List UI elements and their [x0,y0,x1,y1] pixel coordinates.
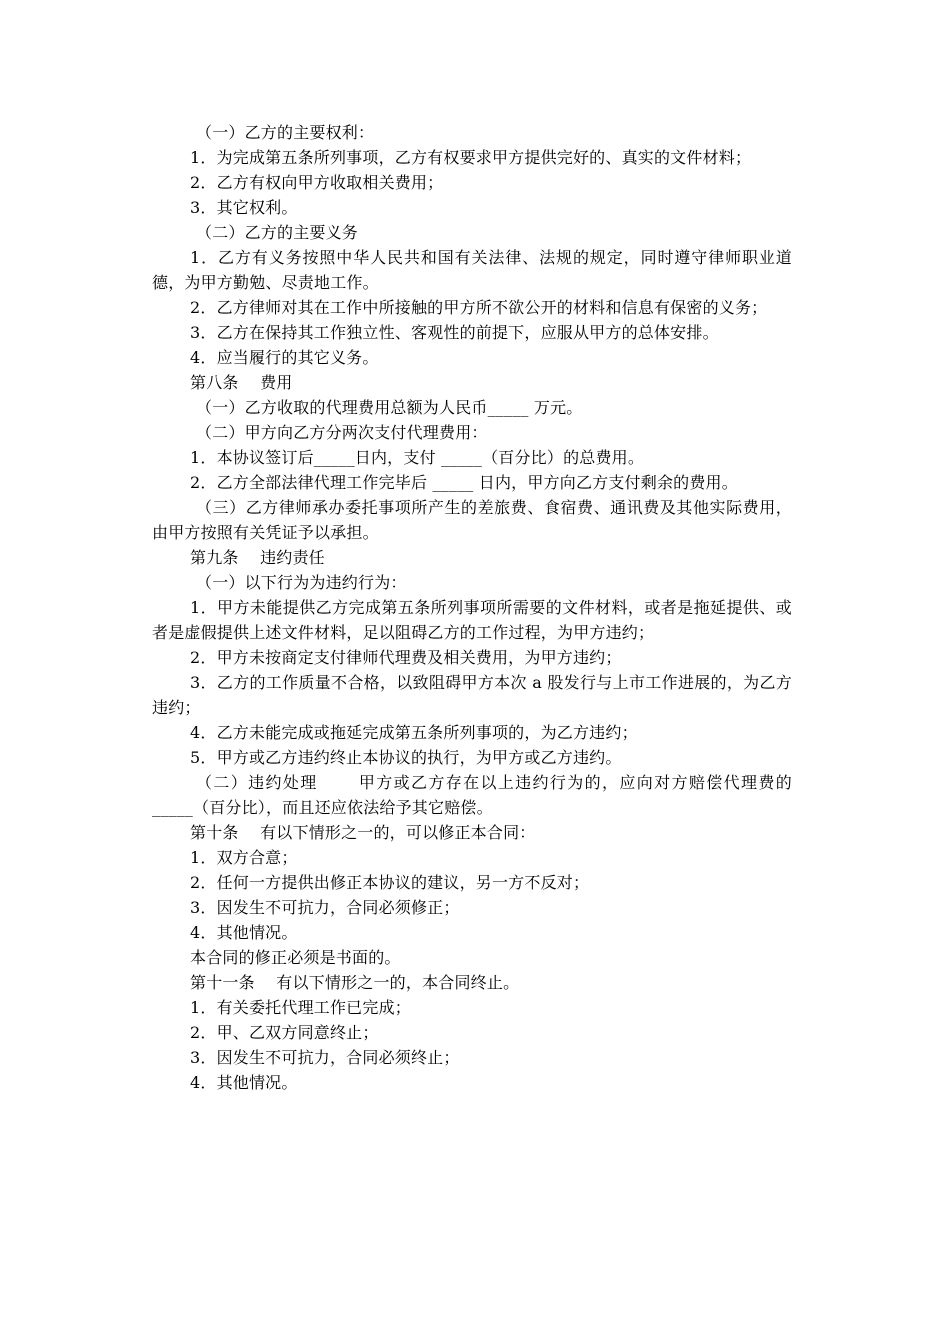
paragraph: 3．因发生不可抗力，合同必须修正； [190,898,460,917]
paragraph: 3．因发生不可抗力，合同必须终止； [190,1048,460,1067]
paragraph: 1．本协议签订后_____日内，支付 _____（百分比）的总费用。 [190,448,645,467]
paragraph: （一）以下行为为违约行为： [196,573,407,592]
paragraph: 3．乙方的工作质量不合格，以致阻碍甲方本次 a 股发行与上市工作进展的，为乙方违约； [152,673,792,717]
paragraph: 4．其他情况。 [190,923,298,942]
paragraph: （一）乙方的主要权利： [196,123,375,142]
paragraph: 1．甲方未能提供乙方完成第五条所列事项所需要的文件材料，或者是拖延提供、或者是虚假提供上述文件材料，足以阻碍乙方的工作过程，为甲方违约； [152,598,792,642]
paragraph: 5．甲方或乙方违约终止本协议的执行，为甲方或乙方违约。 [190,748,622,767]
paragraph: 1．双方合意； [190,848,298,867]
paragraph: 1．有关委托代理工作已完成； [190,998,411,1017]
paragraph: 2．乙方律师对其在工作中所接触的甲方所不欲公开的材料和信息有保密的义务； [190,298,768,317]
paragraph: 第十条 有以下情形之一的，可以修正本合同： [190,823,536,842]
paragraph: 3．其它权利。 [190,198,298,217]
paragraph: （二）乙方的主要义务 [196,223,359,242]
paragraph: 4．其他情况。 [190,1073,298,1092]
paragraph: 1．乙方有义务按照中华人民共和国有关法律、法规的规定，同时遵守律师职业道德，为甲方勤勉、尽责地工作。 [152,248,792,292]
paragraph: （一）乙方收取的代理费用总额为人民币_____ 万元。 [196,398,583,417]
paragraph: 4．应当履行的其它义务。 [190,348,379,367]
paragraph: 第九条 违约责任 [190,548,325,567]
paragraph: 2．甲方未按商定支付律师代理费及相关费用，为甲方违约； [190,648,622,667]
paragraph: （三）乙方律师承办委托事项所产生的差旅费、食宿费、通讯费及其他实际费用，由甲方按照有关凭证予以承担。 [152,498,792,542]
paragraph: 本合同的修正必须是书面的。 [190,948,401,967]
paragraph: 1．为完成第五条所列事项，乙方有权要求甲方提供完好的、真实的文件材料； [190,148,752,167]
paragraph: 2．乙方全部法律代理工作完毕后 _____ 日内，甲方向乙方支付剩余的费用。 [190,473,738,492]
paragraph: 第八条 费用 [190,373,293,392]
paragraph: 4．乙方未能完成或拖延完成第五条所列事项的，为乙方违约； [190,723,638,742]
paragraph: 3．乙方在保持其工作独立性、客观性的前提下，应服从甲方的总体安排。 [190,323,719,342]
paragraph: 2．乙方有权向甲方收取相关费用； [190,173,444,192]
paragraph: 2．甲、乙双方同意终止； [190,1023,379,1042]
paragraph: （二）甲方向乙方分两次支付代理费用： [196,423,488,442]
document-body [152,120,792,1095]
paragraph: 2．任何一方提供出修正本协议的建议，另一方不反对； [190,873,590,892]
paragraph: （二）违约处理 甲方或乙方存在以上违约行为的，应向对方赔偿代理费的_____（百分比），而且还应依法给予其它赔偿。 [152,773,792,817]
paragraph: 第十一条 有以下情形之一的，本合同终止。 [190,973,520,992]
